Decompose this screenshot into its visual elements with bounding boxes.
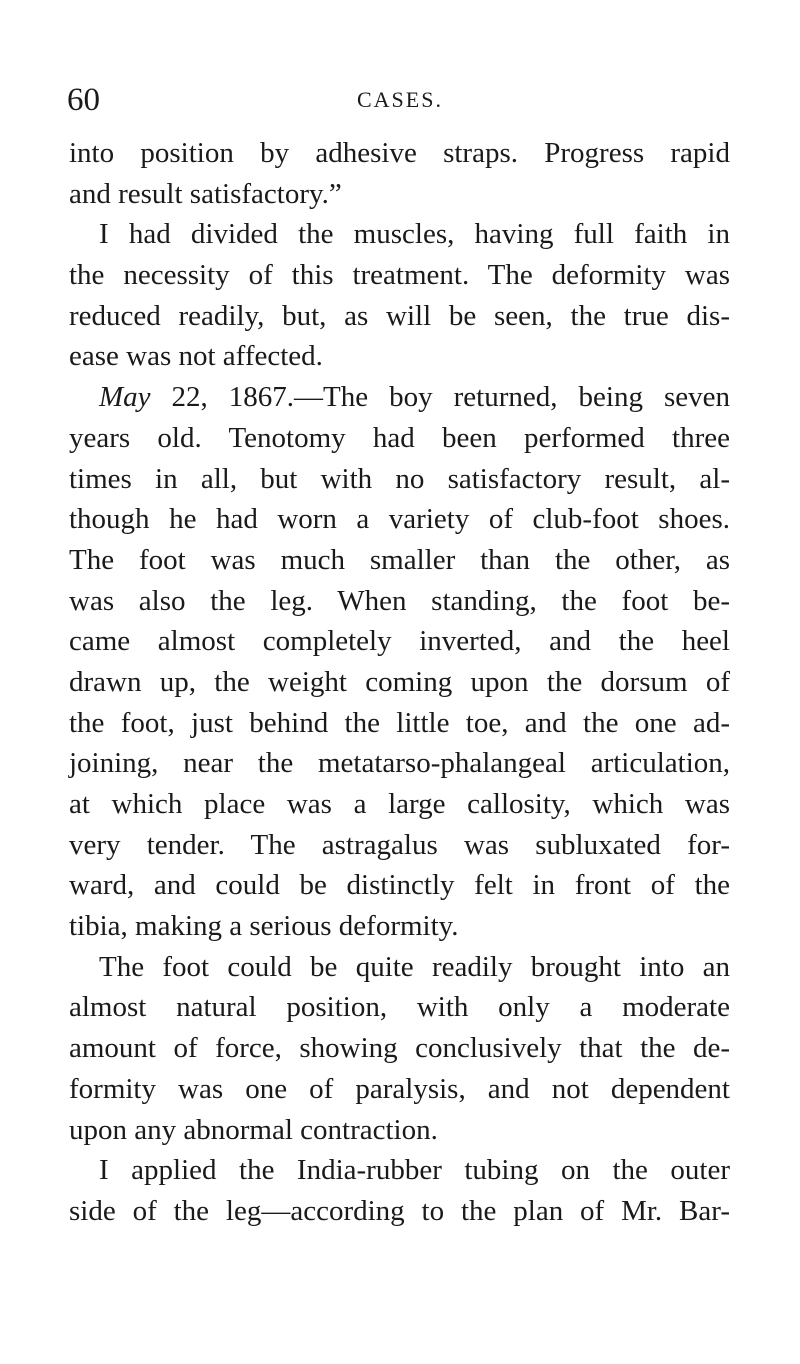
text-line-content: into position by adhesive straps. Progress rapid: [69, 137, 730, 169]
text-line: [69, 499, 730, 540]
text-line: [69, 865, 730, 906]
text-line-content: ward, and could be distinctly felt in front of the: [69, 869, 730, 902]
text-line: [69, 1191, 730, 1232]
text-line-content: drawn up, the weight coming upon the dorsum of: [69, 665, 730, 698]
text-line-content: 22, 1867.—The boy returned, being seven: [150, 381, 730, 414]
text-line: [69, 336, 730, 377]
text-line-content: side of the leg—according to the plan of Mr. Bar-: [69, 1194, 730, 1227]
text-line-content: reduced readily, but, as will be seen, the true dis-: [69, 299, 730, 332]
body-text: [69, 133, 730, 1232]
text-line: [69, 581, 730, 622]
text-line-content: very tender. The astragalus was subluxated for-: [69, 828, 730, 861]
date-month: May: [99, 381, 151, 414]
text-line: [69, 1110, 730, 1151]
text-line: [69, 906, 730, 947]
text-line-content: joining, near the metatarso-phalangeal articulation,: [69, 747, 730, 780]
text-line-content: and result satisfactory.”: [69, 177, 342, 210]
text-line: [69, 1069, 730, 1110]
text-line-content: tibia, making a serious deformity.: [69, 910, 459, 943]
text-line-content: though he had worn a variety of club-foot shoes.: [69, 503, 730, 536]
text-line-content: The foot was much smaller than the other, as: [69, 543, 730, 576]
text-line-content: came almost completely inverted, and the heel: [69, 625, 730, 658]
text-line-content: amount of force, showing conclusively that the de-: [69, 1032, 730, 1065]
text-line: [69, 1150, 730, 1191]
text-line-content: ease was not affected.: [69, 340, 323, 373]
text-line: [69, 133, 730, 174]
text-line-content: years old. Tenotomy had been performed three: [69, 421, 730, 454]
text-line-content: almost natural position, with only a moderate: [69, 991, 730, 1024]
text-line-content: I had divided the muscles, having full faith in: [99, 218, 730, 251]
page-header: [67, 80, 727, 120]
text-line-content: The foot could be quite readily brought into an: [99, 950, 730, 983]
text-line-content: I applied the India-rubber tubing on the outer: [99, 1154, 730, 1187]
text-line-content: the foot, just behind the little toe, and the one ad-: [69, 706, 730, 739]
text-line: [69, 255, 730, 296]
text-line: [69, 540, 730, 581]
text-line-content: the necessity of this treatment. The deformity was: [69, 259, 730, 292]
text-line: [69, 377, 730, 418]
text-line: [69, 662, 730, 703]
text-line-content: at which place was a large callosity, which was: [69, 788, 730, 820]
page-number: 60: [67, 82, 100, 118]
text-line: [69, 1028, 730, 1069]
text-line: [69, 418, 730, 459]
text-line: [69, 987, 730, 1028]
running-head: CASES.: [357, 87, 443, 112]
text-line: [69, 703, 730, 744]
text-line: [69, 947, 730, 988]
text-line: [69, 621, 730, 662]
text-line-content: upon any abnormal contraction.: [69, 1113, 438, 1146]
text-line: [69, 459, 730, 500]
text-line-content: times in all, but with no satisfactory result, al-: [69, 462, 730, 495]
text-line: [69, 174, 730, 215]
text-line: [69, 296, 730, 337]
text-line: [69, 743, 730, 784]
text-line-content: formity was one of paralysis, and not dependent: [69, 1072, 730, 1105]
text-line: [69, 214, 730, 255]
text-line: [69, 784, 730, 825]
text-line-content: was also the leg. When standing, the foot be-: [69, 584, 730, 617]
text-line: [69, 825, 730, 866]
